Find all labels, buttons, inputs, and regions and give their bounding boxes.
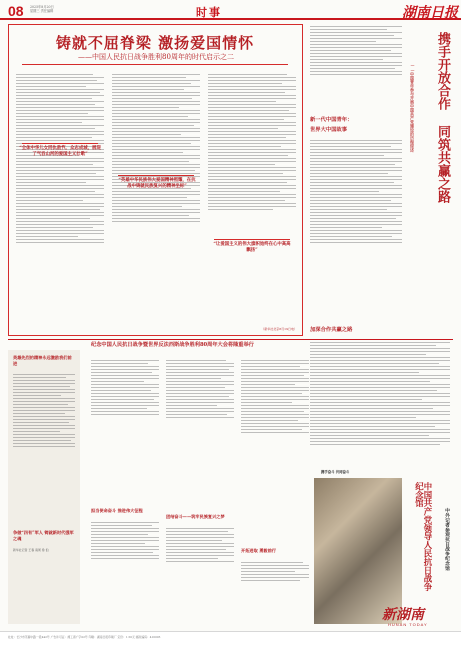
right-column-vertical-subtitle: ——中国青年参与开展中国共产党建设的历程综述 [410, 62, 415, 152]
headline-underline [22, 64, 288, 65]
lower-feature-text-5 [241, 358, 309, 544]
lower-left-title: 英雄先烈的精神永远激励我们前进 [13, 355, 72, 366]
main-text-column-3 [208, 72, 296, 324]
right-column-text-1 [310, 24, 402, 110]
lower-feature-text-4 [166, 526, 234, 622]
right-column-note-2: 世界大中国故事 [310, 127, 348, 133]
lower-feature-headline: 纪念中国人民抗日战争暨世界反法西斯战争胜利80周年大会将隆重举行 [91, 342, 254, 348]
section-title: 时事 [196, 6, 222, 19]
main-article-subheadline: ——中国人民抗日战争胜利80周年的时代启示之二 [78, 53, 234, 61]
pullquote-2-rule [118, 175, 194, 176]
lower-left-caption: 新华社记者 王春 南周 徐 伯 [13, 548, 49, 552]
right-column [310, 24, 453, 544]
pullquote-3: “让爱国主义的伟大旗帜始终在心中高高飘扬” [213, 242, 291, 253]
right-column-note-1: 新一代中国青年： [310, 117, 353, 123]
lower-feature-subhead-2: 团结奋斗——筑牢民族复兴之梦 [166, 514, 225, 519]
lower-feature-text-3 [166, 358, 234, 508]
page-number: 08 [8, 3, 24, 19]
memorial-photo-caption: 中国共产党领导人民抗日战争纪念馆 [414, 482, 433, 592]
masthead [0, 0, 461, 20]
newspaper-logo: 湖南日报 [402, 5, 458, 21]
right-column-text-2 [310, 138, 402, 322]
brand-logo-en: HUNAN TODAY [388, 622, 428, 627]
pullquote-3-rule [214, 239, 290, 240]
lower-left-subtitle: 争做“四有”军人 铸就新时代强军之魂 [13, 530, 74, 541]
main-article-headline: 铸就不屈脊梁 激扬爱国情怀 [55, 34, 255, 52]
brand-logo: 新湖南 [382, 607, 424, 623]
pullquote-1: “全体中华儿女同仇敌忾、众志成城，展现了气吞山河的爱国主义壮歌” [19, 146, 101, 157]
memorial-photo-side-note: 中外记者参观抗日战争纪念馆 [444, 508, 450, 571]
issue-date: 2025年8月20日 星期三 责任编辑 [30, 5, 54, 13]
pullquote-1-rule [22, 143, 98, 144]
right-column-note-3: 加深合作共赢之路 [310, 327, 353, 333]
main-text-column-2 [112, 72, 200, 324]
right-column-vertical-title: 携手开放合作 同筑共赢之路 [435, 32, 450, 203]
lower-section-divider [8, 339, 453, 340]
pullquote-2: “英雄中华民族伟大爱国精神照耀，在抗战中铸就民族复兴的精神坐标” [118, 178, 196, 189]
main-article-author: （新华社北京8月19日电） [261, 327, 297, 331]
lower-feature-text-2 [91, 520, 159, 622]
lower-left-text [13, 372, 75, 524]
lower-feature-subhead-1: 担当使命奋斗 推进伟大征程 [91, 508, 143, 513]
lower-feature-section-note: 携手奋斗 共同奋斗 [321, 470, 350, 474]
lower-feature-text-1 [91, 358, 159, 498]
lower-feature-subhead-3: 开拓进取 勇毅前行 [241, 548, 276, 553]
main-text-column [16, 72, 104, 324]
page-footer: 社址：长沙市芙蓉中路一段442号 广告许可证：湘工商广字02号 印刷：湖南日报印刷厂 定价：1.50元 邮政编码：410005 [0, 631, 461, 645]
lower-feature-text-6 [241, 560, 309, 624]
memorial-photo [314, 478, 402, 624]
